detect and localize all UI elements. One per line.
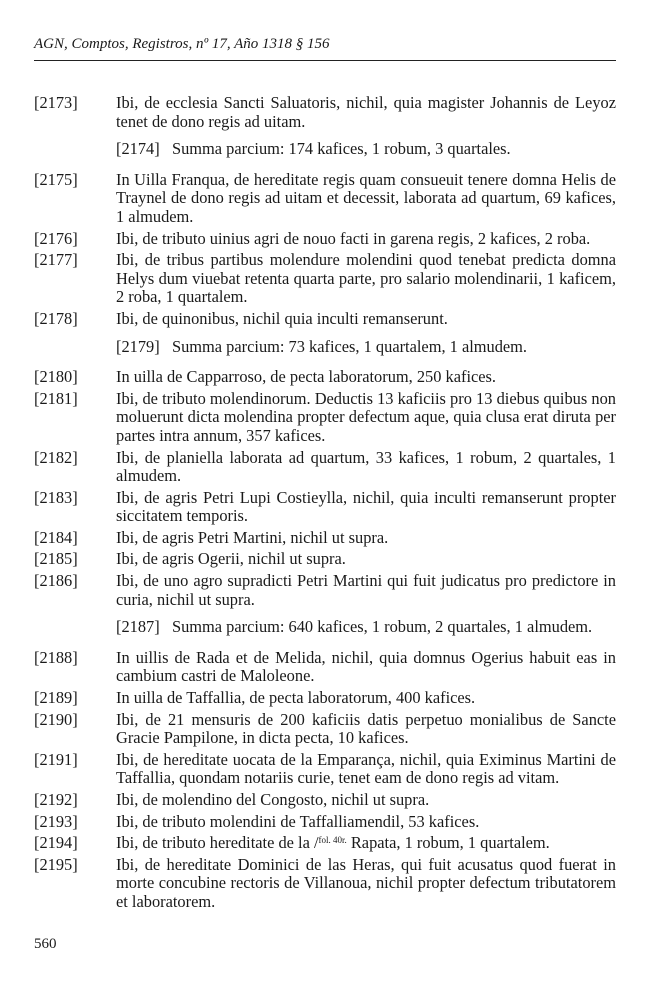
- entry-text: Ibi, de tribus partibus molendure molendini quod tenebat predicta domna Helys dum viuebat retenta quarta parte, pro salario molendinarii, 1 kaficem, 2 roba, 1 quartalem.: [116, 250, 616, 307]
- entry-number: [2184]: [34, 527, 78, 547]
- entry-number: [2178]: [34, 308, 78, 328]
- entry-number: [2191]: [34, 749, 78, 769]
- summary-text: Summa parcium: 174 kafices, 1 robum, 3 quartales.: [172, 139, 511, 159]
- entry-number: [2189]: [34, 688, 78, 708]
- entry-2180: [34, 368, 616, 387]
- summary-text: Summa parcium: 73 kafices, 1 quartalem, 1 almudem.: [172, 336, 528, 356]
- entry-2186: [34, 572, 616, 609]
- entry-2191: [34, 751, 616, 788]
- entry-number: [2188]: [34, 647, 78, 667]
- header-rule: [34, 60, 616, 61]
- entry-text: Ibi, de molendino del Congosto, nichil ut supra.: [116, 790, 430, 809]
- entry-number: [2179]: [116, 336, 160, 356]
- entry-text: Ibi, de hereditate Dominici de las Heras, qui fuit acusatus quod fuerat in morte concubine rectoris de Villanoua, nichil propter defectum tributatorem et laboratorem.: [116, 854, 616, 911]
- entry-text-after: Rapata, 1 robum, 1 quartalem.: [346, 833, 550, 853]
- folio-marker: fol. 40r.: [318, 835, 347, 846]
- entry-number: [2183]: [34, 487, 78, 507]
- entry-number: [2177]: [34, 250, 78, 270]
- entry-number: [2176]: [34, 228, 78, 248]
- entry-text: Ibi, de uno agro supradicti Petri Martini qui fuit judicatus pro predictore in curia, nichil ut supra.: [116, 571, 616, 609]
- entry-text: Ibi, de agris Petri Lupi Costieylla, nichil, quia inculti remanserunt propter siccitatem temporis.: [116, 487, 616, 526]
- entry-number: [2194]: [34, 833, 78, 853]
- entry-text: [116, 834, 616, 853]
- summary-2187: [116, 618, 616, 637]
- entry-2195: [34, 856, 616, 912]
- entry-2181: [34, 390, 616, 446]
- entry-2192: [34, 791, 616, 810]
- document-body: [34, 94, 616, 915]
- entry-text: Ibi, de agris Ogerii, nichil ut supra.: [116, 549, 346, 569]
- entry-text-before: Ibi, de tributo hereditate de la /: [116, 833, 319, 853]
- summary-text: Summa parcium: 640 kafices, 1 robum, 2 quartales, 1 almudem.: [172, 617, 593, 637]
- summary-2179: [116, 338, 616, 357]
- entry-number: [2195]: [34, 854, 78, 874]
- page-number: 560: [34, 936, 57, 952]
- entry-number: [2193]: [34, 811, 78, 831]
- entry-text: Ibi, de ecclesia Sancti Saluatoris, nichil, quia magister Johannis de Leyoz tenet de dono regis ad uitam.: [116, 93, 616, 131]
- entry-2175: [34, 171, 616, 227]
- entry-text: Ibi, de quinonibus, nichil quia inculti remanserunt.: [116, 308, 448, 328]
- entry-2176: [34, 230, 616, 249]
- entry-text: In uilla de Taffallia, de pecta laboratorum, 400 kafices.: [116, 688, 476, 708]
- entry-text: Ibi, de hereditate uocata de la Emparança, nichil, quia Eximinus Martini de Taffallia, quondam notariis curie, tenet eam de dono regis ad vitam.: [116, 749, 616, 788]
- running-title: AGN, Comptos, Registros, nº 17, Año 1318 § 156: [34, 36, 330, 52]
- entry-text: Ibi, de 21 mensuris de 200 kaficiis datis perpetuo monialibus de Sancte Gracie Pampilone, in dicta pecta, 10 kafices.: [116, 709, 616, 748]
- entry-text: In uilla de Capparroso, de pecta laboratorum, 250 kafices.: [116, 367, 497, 387]
- entry-number: [2180]: [34, 367, 78, 387]
- entry-2183: [34, 489, 616, 526]
- entry-2178: [34, 310, 616, 329]
- entry-text: Ibi, de tributo molendini de Taffalliamendil, 53 kafices.: [116, 811, 480, 831]
- entry-2185: [34, 550, 616, 569]
- entry-number: [2190]: [34, 709, 78, 729]
- entry-number: [2187]: [116, 617, 160, 637]
- entry-text: In uillis de Rada et de Melida, nichil, quia domnus Ogerius habuit eas in cambium castri de Maloleone.: [116, 647, 616, 686]
- entry-text: Ibi, de planiella laborata ad quartum, 33 kafices, 1 robum, 2 quartales, 1 almudem.: [116, 447, 616, 486]
- entry-2189: [34, 689, 616, 708]
- entry-2177: [34, 251, 616, 307]
- entry-text: Ibi, de tributo molendinorum. Deductis 13 kaficiis pro 13 diebus quibus non moluerunt dicta molendina propter defectum aque, quia clusa erat diruta per partes intra annum, 357 kafices.: [116, 388, 616, 445]
- entry-2182: [34, 449, 616, 486]
- entry-number: [2185]: [34, 549, 78, 569]
- entry-number: [2175]: [34, 169, 78, 189]
- entry-number: [2174]: [116, 139, 160, 159]
- entry-2184: [34, 529, 616, 548]
- entry-number: [2182]: [34, 447, 78, 467]
- entry-2194: [34, 834, 616, 853]
- summary-2174: [116, 140, 616, 159]
- entry-number: [2173]: [34, 93, 78, 112]
- entry-number: [2181]: [34, 388, 78, 408]
- entry-2173: [34, 94, 616, 131]
- entry-2188: [34, 649, 616, 686]
- entry-text: Ibi, de agris Petri Martini, nichil ut supra.: [116, 527, 389, 547]
- entry-number: [2186]: [34, 571, 78, 591]
- entry-text: In Uilla Franqua, de hereditate regis quam consueuit tenere domna Helis de Traynel de dono regis ad uitam et decessit, laborata ad quartum, 69 kafices, 1 almudem.: [116, 169, 616, 226]
- entry-2193: [34, 813, 616, 832]
- entry-2190: [34, 711, 616, 748]
- entry-text: Ibi, de tributo uinius agri de nouo facti in garena regis, 2 kafices, 2 roba.: [116, 228, 591, 248]
- entry-number: [2192]: [34, 790, 78, 809]
